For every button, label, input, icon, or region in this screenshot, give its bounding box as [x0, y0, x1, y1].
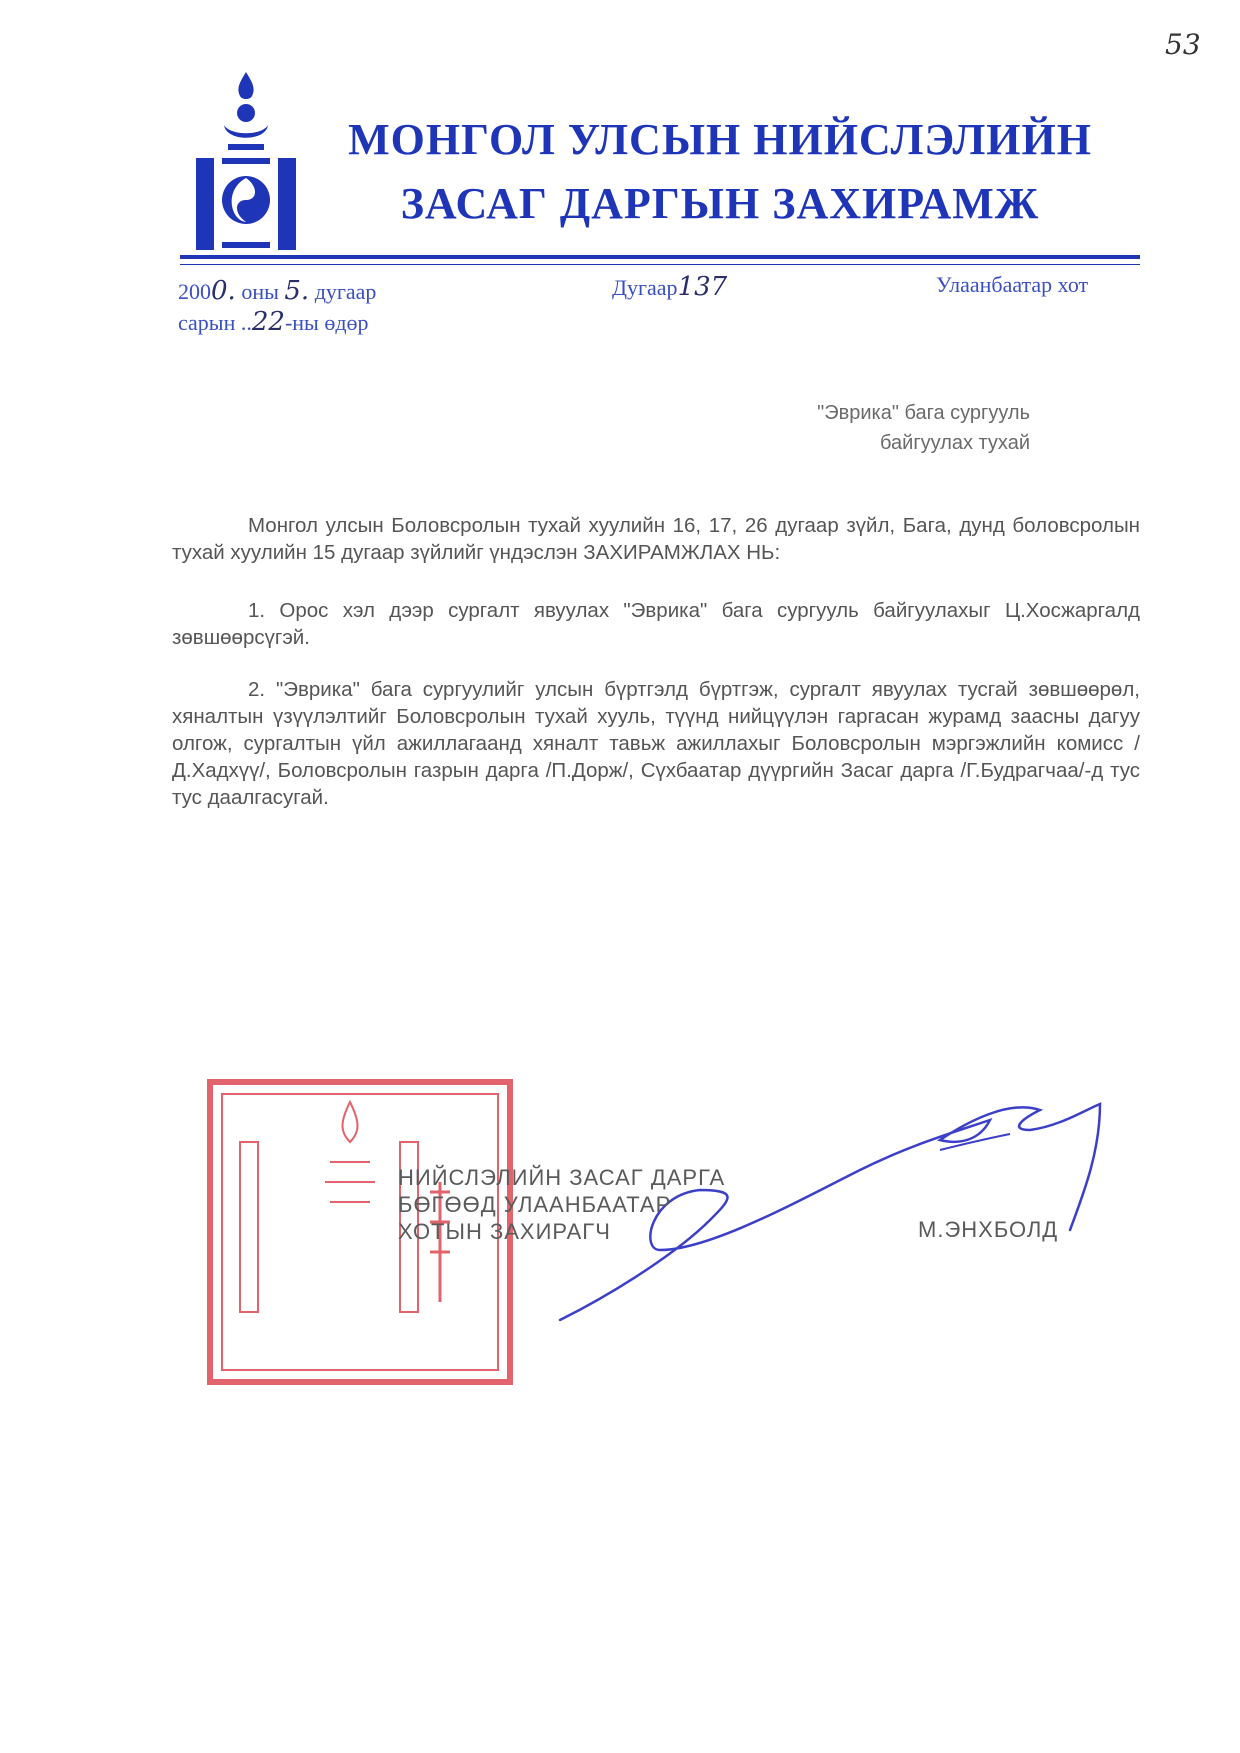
date-block [178, 276, 376, 338]
body-paragraph-preamble: Монгол улсын Боловсролын тухай хуулийн 16, 17, 26 дугаар зүйл, Бага, дунд боловсролын тухай хуулийн 15 дугаар зүйлийг үндэслэн ЗАХИРАМЖЛАХ НЬ: [172, 514, 1140, 564]
document-subject [700, 398, 1030, 458]
signatory-title-line2: БӨГӨӨД УЛААНБААТАР [398, 1192, 672, 1217]
signatory-name: М.ЭНХБОЛД [918, 1217, 1059, 1242]
header-divider-thin [180, 264, 1140, 265]
body-paragraph-item1: 1. Орос хэл дээр сургалт явуулах "Эврика" бага сургууль байгуулахыг Ц.Хосжаргалд зөвшөөрсүгэй. [172, 599, 1140, 649]
day-handwritten: 22 [251, 307, 285, 337]
subject-line1: "Эврика" бага сургууль [817, 402, 1030, 424]
soyombo-emblem-icon [196, 70, 296, 260]
number-label: Дугаар [612, 275, 678, 300]
header-title-line1: МОНГОЛ УЛСЫН НИЙСЛЭЛИЙН [348, 115, 1092, 164]
subject-line2: байгуулах тухай [880, 432, 1030, 454]
date-line1 [178, 276, 376, 307]
signatory-title [398, 1164, 725, 1245]
day-prefix: сарын .. [178, 310, 252, 335]
header-title-line2: ЗАСАГ ДАРГЫН ЗАХИРАМЖ [400, 179, 1040, 228]
document-header-title [340, 108, 1100, 236]
month-suffix: дугаар [309, 279, 377, 304]
year-prefix: 200 [178, 279, 211, 304]
date-line2 [178, 307, 376, 338]
number-handwritten: 137 [677, 272, 728, 302]
year-handwritten: 0. [211, 276, 236, 306]
header-divider-thick [180, 255, 1140, 259]
page-number: 53 [1165, 28, 1201, 61]
month-handwritten: 5. [284, 276, 310, 306]
city-label: Улаанбаатар хот [936, 272, 1089, 297]
document-number [612, 272, 727, 303]
year-suffix: оны [235, 279, 285, 304]
signatory-title-line3: ХОТЫН ЗАХИРАГЧ [398, 1219, 611, 1244]
body-paragraph-item2: 2. "Эврика" бага сургуулийг улсын бүртгэлд бүртгэж, сургалт явуулах тусгай зөвшөөрөл, хяналтын үзүүлэлтийг Боловсролын тухай хууль, түүнд нийцүүлэн гаргасан журамд заасны дагуу олгож, сургалтын үйл ажиллагаанд хяналт тавьж ажиллахыг Боловсролын мэргэжлийн комисс /Д.Хадхүү/, Боловсролын газрын дарга /П.Дорж/, Сүхбаатар дүүргийн Засаг дарга /Г.Будрагчаа/-д тус тус даалгасугай. [172, 678, 1140, 809]
signatory-title-line1: НИЙСЛЭЛИЙН ЗАСАГ ДАРГА [398, 1165, 726, 1190]
day-suffix: -ны өдөр [284, 310, 369, 335]
